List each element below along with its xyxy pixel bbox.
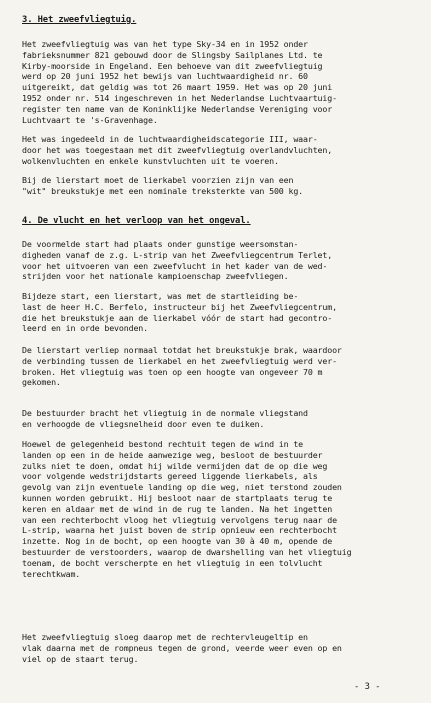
text-line: L-strip, waarna het juist boven de strip opnieuw een rechterbocht — [22, 525, 337, 536]
text-line: last de heer H.C. Berfelo, instructeur bij het Zweefvliegcentrum, — [22, 301, 337, 312]
text-line: landen op een in de heide aanwezige weg, besloot de bestuurder — [22, 449, 323, 460]
text-line: kunnen worden gebruikt. Hij besloot naar de startplaats terug te — [22, 492, 333, 503]
text-line: leerd en in orde bevonden. — [22, 323, 148, 334]
text-line: wolkenvluchten en enkele kunstvluchten uit te voeren. — [22, 155, 279, 166]
text-line: de verbinding tussen de lierkabel en het zweefvliegtuig werd ver- — [22, 355, 337, 366]
text-line: die het breukstukje aan de lierkabel vóór de start had gecontro- — [22, 312, 333, 323]
text-line: "wit" breukstukje met een nominale treksterkte van 500 kg. — [22, 185, 304, 196]
text-line: De bestuurder bracht het vliegtuig in de normale vliegstand — [22, 408, 308, 418]
text-line: inzette. Nog in de bocht, op een hoogte van 30 à 40 m, opende de — [22, 536, 333, 547]
text-line: keren en aldaar met de wind in de rug te landen. Na het ingetten — [22, 503, 333, 514]
text-line: Luchtvaart te 's-Gravenhage. — [22, 114, 158, 125]
text-line: door het was toegestaan met dit zweefvliegtuig overlandvluchten, — [22, 144, 333, 155]
paragraph-aircraft-history — [22, 39, 418, 125]
text-line: Het zweefvliegtuig was van het type Sky-34 en in 1952 onder — [22, 39, 308, 49]
text-line: digheden vanaf de z.g. L-strip van het Zweefvliegcentrum Terlet, — [22, 249, 333, 260]
paragraph-winch-launch — [22, 345, 418, 388]
text-line: vlak daarna met de rompneus tegen de grond, veerde weer even op en — [22, 642, 342, 653]
text-line: bestuurder de verstoorders, waarop de dwarshelling van het vliegtuig — [22, 546, 352, 557]
text-line: en verhoogde de vliegsnelheid door even te duiken. — [22, 418, 265, 429]
text-line: toenam, de bocht verscherpte en het vliegtuig in een tolvlucht — [22, 557, 323, 568]
text-line: De voormelde start had plaats onder gunstige weersomstan- — [22, 239, 299, 249]
paragraph-landing-decision — [22, 439, 418, 579]
text-line: 1952 onder nr. 514 ingeschreven in het Nederlandse Luchtvaartuig- — [22, 92, 337, 103]
text-line: voor volgende wedstrijdstarts gereed liggende lierkabels, als — [22, 471, 318, 482]
paragraph-pilot-action — [22, 408, 418, 430]
text-line: werd op 20 juni 1952 het bewijs van luchtwaardigheid nr. 60 — [22, 71, 308, 82]
text-line: viel op de staart terug. — [22, 653, 139, 664]
paragraph-start-conditions — [22, 239, 418, 282]
text-line: register ten name van de Koninklijke Nederlandse Vereniging voor — [22, 103, 333, 114]
page-number: - 3 - — [354, 682, 381, 692]
section-heading-4: 4. De vlucht en het verloop van het ongeval. — [22, 216, 251, 226]
text-line: gevolg van zijn eventuele landing op die weg, niet terstond zouden — [22, 482, 342, 493]
section-heading-3: 3. Het zweefvliegtuig. — [22, 15, 137, 25]
text-line: Hoewel de gelegenheid bestond rechtuit tegen de wind in te — [22, 439, 304, 449]
paragraph-airworthiness-category — [22, 134, 418, 166]
text-line: van een rechterbocht vloog het vliegtuig vervolgens terug naar de — [22, 514, 337, 525]
text-line: uitgereikt, dat geldig was tot 26 maart 1959. Het was op 20 juni — [22, 82, 333, 93]
text-line: De lierstart verliep normaal totdat het breukstukje brak, waardoor — [22, 345, 342, 355]
text-line: Bijdeze start, een lierstart, was met de startleiding be- — [22, 291, 299, 301]
text-line: gekomen. — [22, 377, 61, 388]
paragraph-crash — [22, 632, 418, 664]
text-line: fabrieksnummer 821 gebouwd door de Slingsby Sailplanes Ltd. te — [22, 49, 323, 60]
paragraph-breaking-piece — [22, 175, 418, 197]
text-line: broken. Het vliegtuig was toen op een hoogte van ongeveer 70 m — [22, 366, 323, 377]
text-line: strijden voor het nationale kampioenschap zweefvliegen. — [22, 271, 289, 282]
text-line: terechtkwam. — [22, 568, 81, 579]
text-line: Bij de lierstart moet de lierkabel voorzien zijn van een — [22, 175, 294, 185]
text-line: voor het uitvoeren van een zweefvlucht in het kader van de wed- — [22, 260, 328, 271]
text-line: Kirby-moorside in Engeland. Een behoeve van dit zweefvliegtuig — [22, 60, 323, 71]
paragraph-start-management — [22, 291, 418, 334]
text-line: Het was ingedeeld in de luchtwaardigheidscategorie III, waar- — [22, 134, 318, 144]
text-line: Het zweefvliegtuig sloeg daarop met de rechtervleugeltip en — [22, 632, 308, 642]
text-line: zulks niet te doen, omdat hij wilde vermijden dat de op die weg — [22, 460, 328, 471]
